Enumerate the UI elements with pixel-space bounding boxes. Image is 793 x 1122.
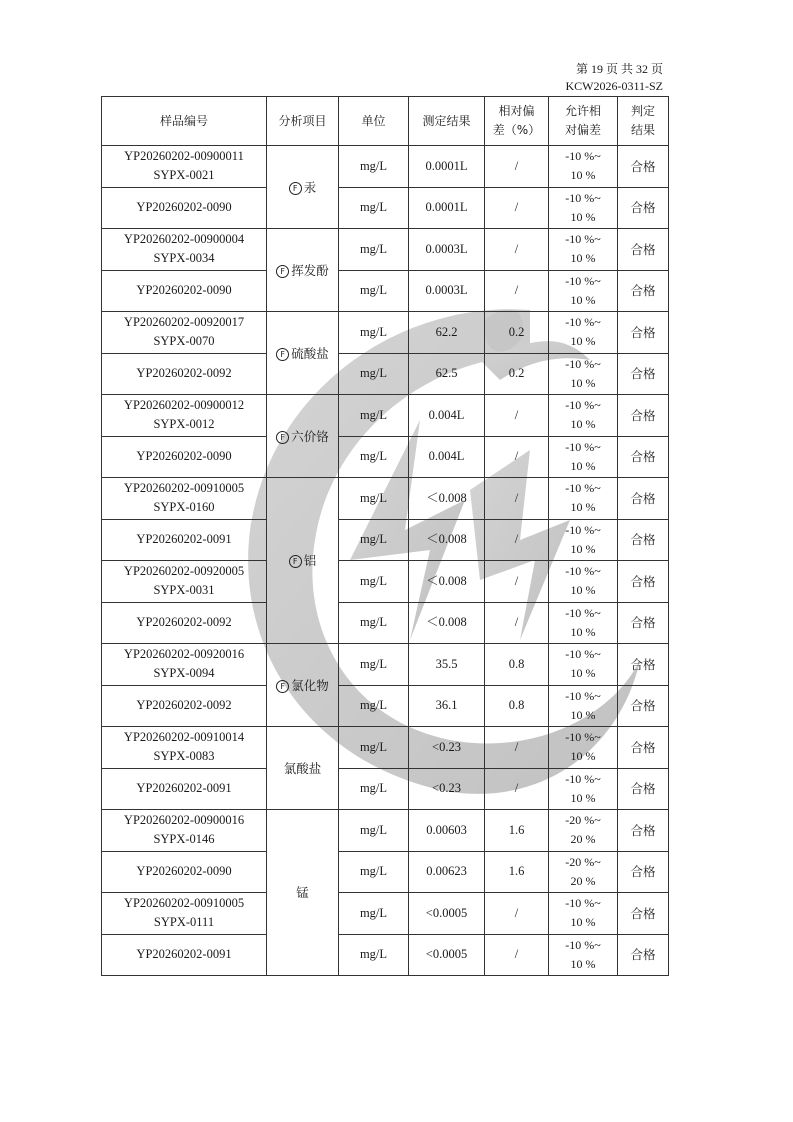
sample-id-line: YP20260202-00920016 bbox=[123, 647, 245, 662]
analysis-item-cell bbox=[267, 146, 339, 229]
sample-id-line: SYPX-0083 bbox=[153, 749, 215, 764]
page-header bbox=[565, 61, 663, 95]
table-row bbox=[102, 768, 669, 810]
result-cell: ＜0.008 bbox=[409, 519, 485, 561]
result-cell: 0.00603 bbox=[409, 810, 485, 852]
analysis-item-cell bbox=[267, 229, 339, 312]
sample-id-cell bbox=[102, 270, 267, 312]
analysis-item-cell bbox=[267, 810, 339, 976]
allowed-deviation-line: 10 % bbox=[570, 790, 596, 805]
allowed-deviation-line: 10 % bbox=[570, 500, 596, 515]
sample-id-line: YP20260202-00920017 bbox=[123, 315, 245, 330]
allowed-deviation-line: -10 %~ bbox=[565, 439, 601, 454]
allowed-deviation-cell bbox=[549, 270, 618, 312]
allowed-deviation-cell bbox=[549, 353, 618, 395]
unit-cell: mg/L bbox=[339, 644, 409, 686]
sample-id-line: YP20260202-0092 bbox=[136, 366, 232, 381]
sample-id-line: YP20260202-0090 bbox=[136, 864, 232, 879]
analysis-item-cell bbox=[267, 312, 339, 395]
relative-deviation-cell: / bbox=[485, 229, 549, 271]
result-cell: <0.0005 bbox=[409, 934, 485, 976]
analysis-item-label: 硫酸盐 bbox=[291, 345, 329, 361]
allowed-deviation-line: -10 %~ bbox=[565, 730, 601, 745]
allowed-deviation-line: 10 % bbox=[570, 541, 596, 556]
relative-deviation-cell: / bbox=[485, 727, 549, 769]
verdict-cell: 合格 bbox=[618, 644, 669, 686]
sample-id-cell bbox=[102, 685, 267, 727]
analysis-item-label: 铝 bbox=[303, 553, 317, 568]
sample-id-line: SYPX-0111 bbox=[153, 915, 215, 930]
page-indicator: 第 19 页 共 32 页 bbox=[575, 62, 663, 76]
result-cell: 0.0003L bbox=[409, 229, 485, 271]
relative-deviation-cell: / bbox=[485, 436, 549, 478]
unit-cell: mg/L bbox=[339, 478, 409, 520]
allowed-deviation-line: -10 %~ bbox=[565, 273, 601, 288]
col-header-allowed-deviation: 允许相 对偏差 bbox=[549, 97, 618, 146]
table-row bbox=[102, 395, 669, 437]
qc-results-table bbox=[101, 96, 669, 976]
relative-deviation-cell: / bbox=[485, 187, 549, 229]
sample-id-line: YP20260202-0091 bbox=[136, 532, 232, 547]
analysis-item-label: 氯化物 bbox=[291, 677, 329, 693]
sample-id-cell bbox=[102, 561, 267, 603]
relative-deviation-cell: 0.8 bbox=[485, 685, 549, 727]
table-row bbox=[102, 187, 669, 229]
allowed-deviation-cell bbox=[549, 478, 618, 520]
allowed-deviation-line: -10 %~ bbox=[565, 232, 601, 247]
allowed-deviation-cell bbox=[549, 934, 618, 976]
sample-id-line: YP20260202-00900011 bbox=[124, 149, 244, 164]
verdict-cell: 合格 bbox=[618, 519, 669, 561]
col-header-relative-deviation: 相对偏 差（%） bbox=[485, 97, 549, 146]
allowed-deviation-cell bbox=[549, 893, 618, 935]
allowed-deviation-cell bbox=[549, 312, 618, 354]
allowed-deviation-line: -10 %~ bbox=[565, 149, 601, 164]
circled-f-mark-icon: F bbox=[276, 348, 289, 361]
verdict-cell: 合格 bbox=[618, 561, 669, 603]
table-row bbox=[102, 229, 669, 271]
sample-id-line: SYPX-0094 bbox=[153, 666, 215, 681]
unit-cell: mg/L bbox=[339, 229, 409, 271]
table-row bbox=[102, 436, 669, 478]
relative-deviation-cell: 0.2 bbox=[485, 312, 549, 354]
relative-deviation-cell: 0.8 bbox=[485, 644, 549, 686]
verdict-cell: 合格 bbox=[618, 685, 669, 727]
relative-deviation-cell: / bbox=[485, 602, 549, 644]
sample-id-line: YP20260202-0092 bbox=[136, 615, 232, 630]
table-row bbox=[102, 312, 669, 354]
sample-id-cell bbox=[102, 229, 267, 271]
sample-id-line: YP20260202-00920005 bbox=[123, 564, 245, 579]
unit-cell: mg/L bbox=[339, 395, 409, 437]
allowed-deviation-line: 10 % bbox=[570, 168, 596, 183]
unit-cell: mg/L bbox=[339, 353, 409, 395]
allowed-deviation-line: 10 % bbox=[570, 251, 596, 266]
result-cell: <0.23 bbox=[409, 768, 485, 810]
allowed-deviation-line: -10 %~ bbox=[565, 522, 601, 537]
unit-cell: mg/L bbox=[339, 312, 409, 354]
sample-id-cell bbox=[102, 395, 267, 437]
relative-deviation-cell: / bbox=[485, 395, 549, 437]
result-cell: ＜0.008 bbox=[409, 561, 485, 603]
unit-cell: mg/L bbox=[339, 602, 409, 644]
verdict-cell: 合格 bbox=[618, 478, 669, 520]
verdict-cell: 合格 bbox=[618, 146, 669, 188]
sample-id-line: SYPX-0021 bbox=[153, 168, 215, 183]
relative-deviation-cell: / bbox=[485, 519, 549, 561]
allowed-deviation-line: -10 %~ bbox=[565, 937, 601, 952]
analysis-item-label: 挥发酚 bbox=[291, 262, 329, 278]
sample-id-line: YP20260202-00900004 bbox=[123, 232, 245, 247]
sample-id-cell bbox=[102, 478, 267, 520]
result-cell: 0.004L bbox=[409, 395, 485, 437]
unit-cell: mg/L bbox=[339, 851, 409, 893]
allowed-deviation-line: 10 % bbox=[570, 334, 596, 349]
allowed-deviation-line: -10 %~ bbox=[565, 564, 601, 579]
sample-id-line: YP20260202-0091 bbox=[136, 781, 232, 796]
sample-id-line: YP20260202-00910005 bbox=[123, 481, 245, 496]
allowed-deviation-line: -10 %~ bbox=[565, 896, 601, 911]
circled-f-mark-icon: F bbox=[276, 680, 289, 693]
sample-id-cell bbox=[102, 810, 267, 852]
sample-id-line: SYPX-0012 bbox=[153, 417, 215, 432]
table-row bbox=[102, 146, 669, 188]
circled-f-mark-icon: F bbox=[276, 265, 289, 278]
result-cell: ＜0.008 bbox=[409, 602, 485, 644]
table-row bbox=[102, 893, 669, 935]
sample-id-line: YP20260202-0090 bbox=[136, 283, 232, 298]
allowed-deviation-line: 10 % bbox=[570, 915, 596, 930]
allowed-deviation-line: -10 %~ bbox=[565, 315, 601, 330]
col-header-item: 分析项目 bbox=[267, 97, 339, 146]
sample-id-cell bbox=[102, 768, 267, 810]
analysis-item-cell bbox=[267, 644, 339, 727]
unit-cell: mg/L bbox=[339, 519, 409, 561]
sample-id-cell bbox=[102, 312, 267, 354]
sample-id-cell bbox=[102, 187, 267, 229]
sample-id-line: YP20260202-0092 bbox=[136, 698, 232, 713]
col-header-sample-id: 样品编号 bbox=[102, 97, 267, 146]
allowed-deviation-line: 10 % bbox=[570, 956, 596, 971]
allowed-deviation-cell bbox=[549, 519, 618, 561]
allowed-deviation-cell bbox=[549, 602, 618, 644]
relative-deviation-cell: / bbox=[485, 561, 549, 603]
sample-id-cell bbox=[102, 851, 267, 893]
relative-deviation-cell: 1.6 bbox=[485, 810, 549, 852]
unit-cell: mg/L bbox=[339, 187, 409, 229]
relative-deviation-cell: / bbox=[485, 146, 549, 188]
sample-id-line: SYPX-0146 bbox=[153, 832, 215, 847]
allowed-deviation-cell bbox=[549, 436, 618, 478]
table-row bbox=[102, 934, 669, 976]
allowed-deviation-line: 20 % bbox=[570, 873, 596, 888]
result-cell: 0.004L bbox=[409, 436, 485, 478]
allowed-deviation-cell bbox=[549, 229, 618, 271]
verdict-cell: 合格 bbox=[618, 436, 669, 478]
table-row bbox=[102, 353, 669, 395]
allowed-deviation-cell bbox=[549, 395, 618, 437]
verdict-cell: 合格 bbox=[618, 353, 669, 395]
sample-id-cell bbox=[102, 436, 267, 478]
verdict-cell: 合格 bbox=[618, 851, 669, 893]
sample-id-cell bbox=[102, 353, 267, 395]
analysis-item-cell bbox=[267, 727, 339, 810]
table-body bbox=[102, 146, 669, 976]
allowed-deviation-line: 10 % bbox=[570, 292, 596, 307]
sample-id-cell bbox=[102, 602, 267, 644]
result-cell: 0.0003L bbox=[409, 270, 485, 312]
circled-f-mark-icon: F bbox=[289, 555, 302, 568]
sample-id-line: YP20260202-0091 bbox=[136, 947, 232, 962]
allowed-deviation-line: -10 %~ bbox=[565, 398, 601, 413]
verdict-cell: 合格 bbox=[618, 768, 669, 810]
result-cell: 0.0001L bbox=[409, 146, 485, 188]
result-cell: 36.1 bbox=[409, 685, 485, 727]
allowed-deviation-line: 10 % bbox=[570, 209, 596, 224]
allowed-deviation-line: 10 % bbox=[570, 707, 596, 722]
allowed-deviation-cell bbox=[549, 768, 618, 810]
sample-id-cell bbox=[102, 727, 267, 769]
allowed-deviation-cell bbox=[549, 187, 618, 229]
result-cell: ＜0.008 bbox=[409, 478, 485, 520]
relative-deviation-cell: / bbox=[485, 934, 549, 976]
col-header-result: 测定结果 bbox=[409, 97, 485, 146]
allowed-deviation-line: 20 % bbox=[570, 832, 596, 847]
relative-deviation-cell: 0.2 bbox=[485, 353, 549, 395]
unit-cell: mg/L bbox=[339, 146, 409, 188]
table-row bbox=[102, 561, 669, 603]
sample-id-line: SYPX-0034 bbox=[153, 251, 215, 266]
sample-id-line: YP20260202-00910005 bbox=[123, 896, 245, 911]
sample-id-cell bbox=[102, 893, 267, 935]
unit-cell: mg/L bbox=[339, 270, 409, 312]
allowed-deviation-line: 10 % bbox=[570, 583, 596, 598]
analysis-item-cell bbox=[267, 478, 339, 644]
analysis-item-label: 锰 bbox=[296, 885, 309, 900]
verdict-cell: 合格 bbox=[618, 602, 669, 644]
verdict-cell: 合格 bbox=[618, 810, 669, 852]
table-row bbox=[102, 727, 669, 769]
allowed-deviation-cell bbox=[549, 146, 618, 188]
sample-id-line: YP20260202-00900016 bbox=[123, 813, 245, 828]
sample-id-line: SYPX-0160 bbox=[153, 500, 215, 515]
sample-id-cell bbox=[102, 934, 267, 976]
result-cell: 62.5 bbox=[409, 353, 485, 395]
sample-id-cell bbox=[102, 146, 267, 188]
allowed-deviation-line: 10 % bbox=[570, 749, 596, 764]
verdict-cell: 合格 bbox=[618, 229, 669, 271]
sample-id-line: YP20260202-0090 bbox=[136, 449, 232, 464]
table-row bbox=[102, 851, 669, 893]
unit-cell: mg/L bbox=[339, 768, 409, 810]
unit-cell: mg/L bbox=[339, 436, 409, 478]
col-header-unit: 单位 bbox=[339, 97, 409, 146]
table-row bbox=[102, 810, 669, 852]
allowed-deviation-cell bbox=[549, 810, 618, 852]
unit-cell: mg/L bbox=[339, 561, 409, 603]
unit-cell: mg/L bbox=[339, 934, 409, 976]
verdict-cell: 合格 bbox=[618, 270, 669, 312]
allowed-deviation-cell bbox=[549, 644, 618, 686]
verdict-cell: 合格 bbox=[618, 312, 669, 354]
verdict-cell: 合格 bbox=[618, 727, 669, 769]
verdict-cell: 合格 bbox=[618, 893, 669, 935]
relative-deviation-cell: 1.6 bbox=[485, 851, 549, 893]
result-cell: <0.0005 bbox=[409, 893, 485, 935]
allowed-deviation-line: -10 %~ bbox=[565, 481, 601, 496]
allowed-deviation-line: 10 % bbox=[570, 624, 596, 639]
relative-deviation-cell: / bbox=[485, 478, 549, 520]
allowed-deviation-line: -10 %~ bbox=[565, 647, 601, 662]
relative-deviation-cell: / bbox=[485, 270, 549, 312]
allowed-deviation-line: -20 %~ bbox=[565, 854, 601, 869]
allowed-deviation-cell bbox=[549, 851, 618, 893]
allowed-deviation-line: 10 % bbox=[570, 458, 596, 473]
allowed-deviation-line: -10 %~ bbox=[565, 605, 601, 620]
circled-f-mark-icon: F bbox=[276, 431, 289, 444]
sample-id-line: YP20260202-0090 bbox=[136, 200, 232, 215]
relative-deviation-cell: / bbox=[485, 768, 549, 810]
analysis-item-label: 汞 bbox=[303, 179, 317, 195]
sample-id-line: YP20260202-00900012 bbox=[123, 398, 245, 413]
table-row bbox=[102, 602, 669, 644]
allowed-deviation-cell bbox=[549, 727, 618, 769]
result-cell: 62.2 bbox=[409, 312, 485, 354]
allowed-deviation-line: -10 %~ bbox=[565, 771, 601, 786]
sample-id-cell bbox=[102, 644, 267, 686]
table-header-row bbox=[102, 97, 669, 146]
result-cell: 0.00623 bbox=[409, 851, 485, 893]
unit-cell: mg/L bbox=[339, 685, 409, 727]
allowed-deviation-line: -20 %~ bbox=[565, 813, 601, 828]
verdict-cell: 合格 bbox=[618, 395, 669, 437]
analysis-item-label: 六价铬 bbox=[291, 428, 329, 444]
sample-id-line: SYPX-0031 bbox=[153, 583, 215, 598]
verdict-cell: 合格 bbox=[618, 187, 669, 229]
allowed-deviation-cell bbox=[549, 561, 618, 603]
report-number: KCW2026-0311-SZ bbox=[565, 79, 663, 93]
allowed-deviation-line: 10 % bbox=[570, 375, 596, 390]
verdict-cell: 合格 bbox=[618, 934, 669, 976]
sample-id-line: YP20260202-00910014 bbox=[123, 730, 245, 745]
allowed-deviation-line: -10 %~ bbox=[565, 356, 601, 371]
sample-id-line: SYPX-0070 bbox=[153, 334, 215, 349]
allowed-deviation-cell bbox=[549, 685, 618, 727]
unit-cell: mg/L bbox=[339, 893, 409, 935]
table-row bbox=[102, 644, 669, 686]
table-row bbox=[102, 478, 669, 520]
circled-f-mark-icon: F bbox=[289, 182, 302, 195]
result-cell: <0.23 bbox=[409, 727, 485, 769]
allowed-deviation-line: 10 % bbox=[570, 666, 596, 681]
table-row bbox=[102, 685, 669, 727]
result-cell: 0.0001L bbox=[409, 187, 485, 229]
analysis-item-cell bbox=[267, 395, 339, 478]
unit-cell: mg/L bbox=[339, 727, 409, 769]
analysis-item-label: 氯酸盐 bbox=[283, 760, 322, 776]
allowed-deviation-line: -10 %~ bbox=[565, 190, 601, 205]
col-header-verdict: 判定 结果 bbox=[618, 97, 669, 146]
table-row bbox=[102, 519, 669, 561]
allowed-deviation-line: -10 %~ bbox=[565, 688, 601, 703]
result-cell: 35.5 bbox=[409, 644, 485, 686]
unit-cell: mg/L bbox=[339, 810, 409, 852]
sample-id-cell bbox=[102, 519, 267, 561]
table-row bbox=[102, 270, 669, 312]
allowed-deviation-line: 10 % bbox=[570, 417, 596, 432]
relative-deviation-cell: / bbox=[485, 893, 549, 935]
